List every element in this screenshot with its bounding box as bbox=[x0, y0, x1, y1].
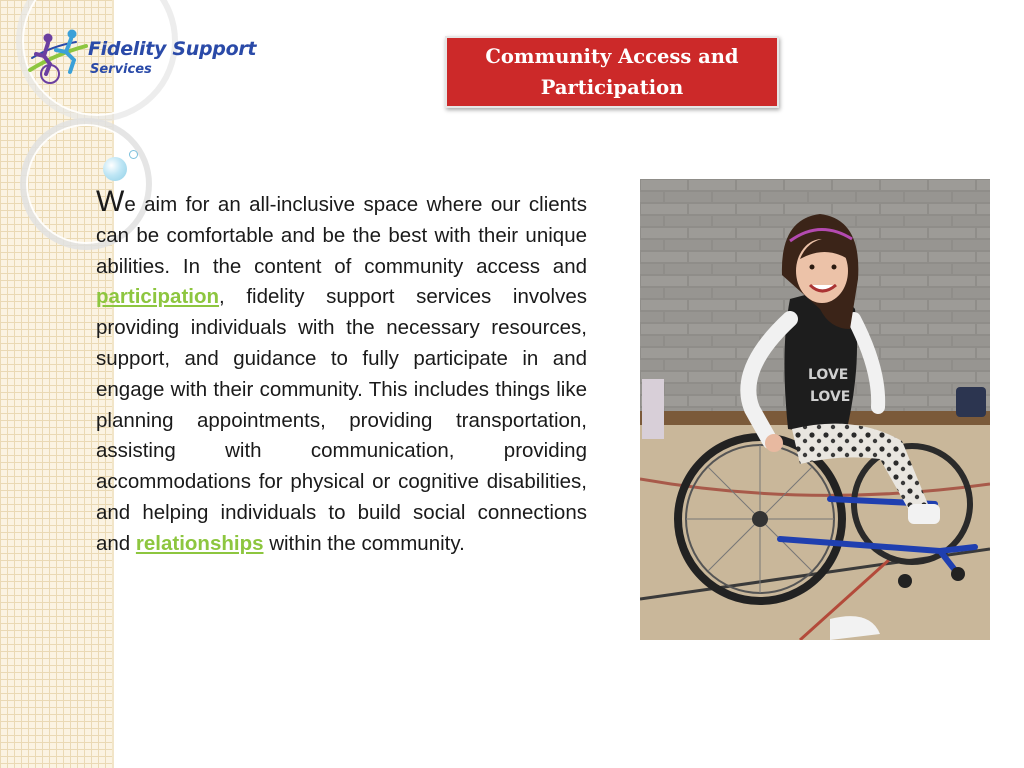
decorative-bubble bbox=[103, 157, 127, 181]
relationships-link[interactable]: relationships bbox=[135, 531, 264, 555]
body-text-segment: e aim for an all-inclusive space where our clients can be comfortable and be the best with their unique abilities. In the content of community access and bbox=[96, 193, 587, 278]
photo-illustration bbox=[640, 179, 990, 640]
dropcap-letter: W bbox=[96, 185, 125, 218]
participation-link[interactable]: participation bbox=[96, 285, 220, 309]
body-paragraph bbox=[96, 185, 587, 560]
logo-name: Fidelity Support bbox=[88, 38, 257, 60]
logo-figures-icon bbox=[26, 24, 90, 88]
shirt-text-2: LOVE bbox=[810, 389, 851, 405]
girl-in-wheelchair-photo bbox=[640, 179, 990, 640]
logo-subtitle: Services bbox=[90, 62, 152, 77]
slide-title-box bbox=[445, 36, 779, 108]
body-text-segment: within the community. bbox=[263, 531, 465, 555]
slide-title: Community Access and Participation bbox=[485, 45, 739, 99]
shirt-text-1: LOVE bbox=[808, 367, 849, 383]
company-logo bbox=[26, 24, 256, 88]
body-text-segment: , fidelity support services involves providing individuals with the necessary resources, support, and guidance to fully participate in and engage with their community. This includes things like planning appointments, providing transportation, assisting with communication, providing accommodations for physical or cognitive disabilities, and helping individuals to build social connections and bbox=[96, 285, 587, 555]
decorative-bubble-small bbox=[129, 150, 138, 159]
